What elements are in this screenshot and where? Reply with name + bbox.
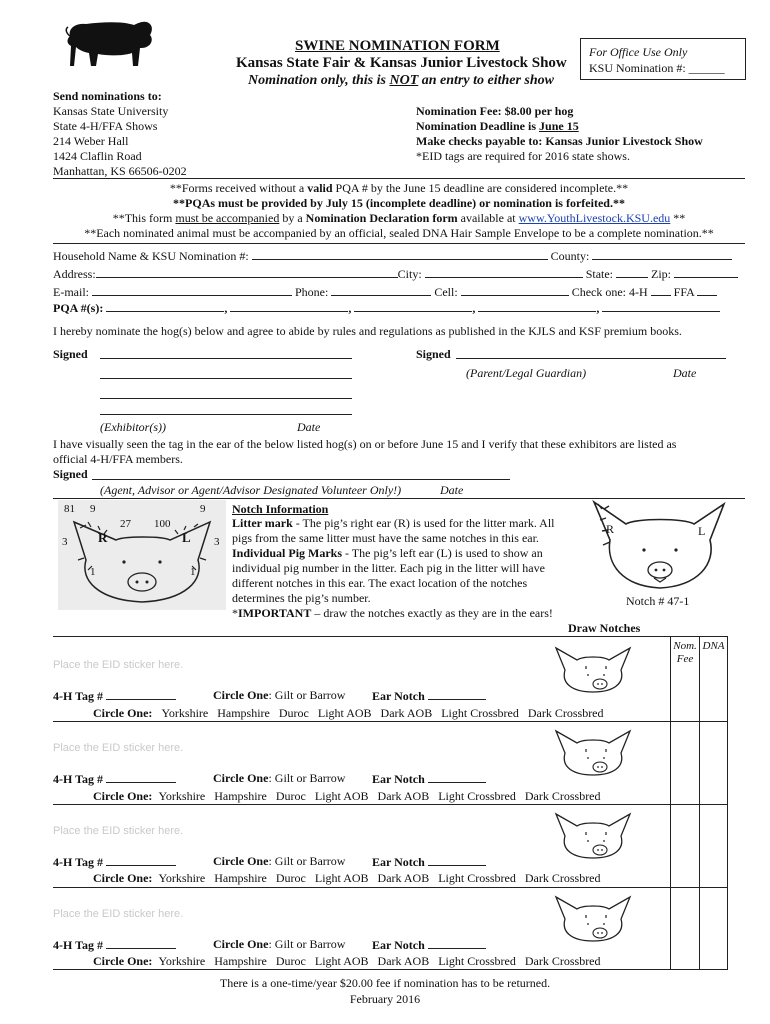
notice-dna: **Each nominated animal must be accompanied by an official, sealed DNA Hair Sample Envelope to be a complete nomination.** xyxy=(84,226,714,240)
notch-number: 27 xyxy=(120,518,131,530)
example-left-ear-label: L xyxy=(698,524,706,538)
office-use-title: For Office Use Only xyxy=(589,45,688,59)
dna-header: DNA xyxy=(702,640,725,652)
verify-text-2: official 4-H/FFA members. xyxy=(53,452,183,466)
table-column-divider xyxy=(699,636,700,970)
nomination-only-note: Nomination only, this is NOT an entry to either show xyxy=(248,73,554,88)
table-top-border xyxy=(53,636,727,637)
nomination-deadline: Nomination Deadline is June 15 xyxy=(416,119,579,133)
county-field[interactable] xyxy=(592,248,732,260)
table-row-border xyxy=(53,887,727,888)
agreement-text: I hereby nominate the hog(s) below and agree to abide by rules and regulations as published in the KJLS and KSF premium books. xyxy=(53,324,682,338)
form-title: SWINE NOMINATION FORM xyxy=(295,38,500,54)
notch-number: 3 xyxy=(214,536,220,548)
notice-pqa-deadline: **PQAs must be provided by July 15 (incomplete deadline) or nomination is forfeited.** xyxy=(173,196,625,210)
check-4h-field[interactable] xyxy=(651,284,671,296)
youth-livestock-link[interactable]: www.YouthLivestock.KSU.edu xyxy=(518,211,671,225)
pqa-field[interactable] xyxy=(230,300,348,312)
notch-number: 3 xyxy=(62,536,68,548)
exhibitor-signature-line[interactable] xyxy=(100,368,352,379)
send-line: State 4-H/FFA Shows xyxy=(53,119,158,133)
send-line: Manhattan, KS 66506-0202 xyxy=(53,164,187,178)
pqa-field[interactable] xyxy=(106,300,224,312)
divider xyxy=(53,243,745,244)
sex-choice[interactable]: Circle One: Gilt or Barrow xyxy=(213,854,346,868)
tag-number-field[interactable] xyxy=(106,688,176,700)
pig-face-notch-diagram xyxy=(58,500,226,610)
breed-choice[interactable]: Circle One: Yorkshire Hampshire Duroc Light AOB Dark AOB Light Crossbred Dark Crossbred xyxy=(93,706,604,720)
notch-drawing-pig-icon[interactable] xyxy=(553,810,633,860)
phone-field[interactable] xyxy=(331,284,431,296)
individual-marks-text-2: individual pig number in the litter. Each pig in the litter will have xyxy=(232,561,545,575)
draw-notches-header: Draw Notches xyxy=(568,621,641,635)
table-column-divider xyxy=(727,636,728,970)
notch-number: 9 xyxy=(90,503,96,515)
divider xyxy=(53,178,745,179)
check-ffa-field[interactable] xyxy=(697,284,717,296)
example-right-ear-label: R xyxy=(606,522,615,536)
checks-payable: Make checks payable to: Kansas Junior Livestock Show xyxy=(416,134,703,148)
send-line: 1424 Claflin Road xyxy=(53,149,142,163)
notch-info-heading: Notch Information xyxy=(232,502,329,516)
sex-choice[interactable]: Circle One: Gilt or Barrow xyxy=(213,771,346,785)
state-field[interactable] xyxy=(616,266,648,278)
right-ear-label: R xyxy=(98,530,108,545)
guardian-signature-line[interactable] xyxy=(456,348,726,359)
hog-entry-line: 4-H Tag # xyxy=(53,854,176,870)
example-notch-caption: Notch # 47-1 xyxy=(626,594,690,608)
table-bottom-border xyxy=(53,969,727,970)
signed-label: Signed xyxy=(416,347,451,361)
notch-number: 1 xyxy=(190,566,196,578)
table-column-divider xyxy=(670,636,671,970)
individual-marks-text-3: different notches in this ear. The exact location of the notches xyxy=(232,576,528,590)
breed-choice[interactable]: Circle One: Yorkshire Hampshire Duroc Light AOB Dark AOB Light Crossbred Dark Crossbred xyxy=(93,871,601,885)
form-subtitle: Kansas State Fair & Kansas Junior Livestock Show xyxy=(236,55,567,71)
pqa-field[interactable] xyxy=(354,300,472,312)
send-heading: Send nominations to: xyxy=(53,89,162,103)
breed-choice[interactable]: Circle One: Yorkshire Hampshire Duroc Light AOB Dark AOB Light Crossbred Dark Crossbred xyxy=(93,789,601,803)
eid-sticker-area[interactable]: Place the EID sticker here. xyxy=(53,908,184,920)
exhibitor-signature-line[interactable] xyxy=(100,348,352,359)
important-text: *IMPORTANT – draw the notches exactly as they are in the ears! xyxy=(232,606,553,620)
send-line: Kansas State University xyxy=(53,104,169,118)
notch-number: 9 xyxy=(200,503,206,515)
pig-logo xyxy=(62,16,158,72)
form-date: February 2016 xyxy=(349,992,421,1006)
email-field[interactable] xyxy=(92,284,292,296)
table-row-border xyxy=(53,804,727,805)
sex-choice[interactable]: Circle One: Gilt or Barrow xyxy=(213,937,346,951)
notch-number: 81 xyxy=(64,503,75,515)
ksu-nomination-number: KSU Nomination #: ______ xyxy=(589,61,725,75)
exhibitor-signature-line[interactable] xyxy=(100,404,352,415)
ear-notch-entry: Ear Notch xyxy=(372,688,486,704)
sex-choice[interactable]: Circle One: Gilt or Barrow xyxy=(213,688,346,702)
pqa-field[interactable] xyxy=(602,300,720,312)
contact-row: E-mail: Phone: Cell: Check one: 4-H FFA xyxy=(53,284,717,300)
ear-notch-field[interactable] xyxy=(428,937,486,949)
litter-mark-text-2: pigs from the same litter must have the same notches in this ear. xyxy=(232,531,539,545)
office-use-box xyxy=(580,38,746,80)
tag-number-field[interactable] xyxy=(106,854,176,866)
agent-date-caption: Date xyxy=(440,483,464,497)
agent-signature-line[interactable] xyxy=(92,469,510,480)
city-field[interactable] xyxy=(425,266,583,278)
eid-sticker-area[interactable]: Place the EID sticker here. xyxy=(53,825,184,837)
exhibitor-date-caption: Date xyxy=(297,420,321,434)
signed-label: Signed xyxy=(53,467,88,481)
exhibitors-caption: (Exhibitor(s)) xyxy=(100,420,166,434)
signed-label: Signed xyxy=(53,347,88,361)
litter-mark-text: Litter mark - The pig’s right ear (R) is used for the litter mark. All xyxy=(232,516,555,530)
ear-notch-entry: Ear Notch xyxy=(372,854,486,870)
breed-choice[interactable]: Circle One: Yorkshire Hampshire Duroc Light AOB Dark AOB Light Crossbred Dark Crossbred xyxy=(93,954,601,968)
notch-diagram xyxy=(58,500,226,610)
ear-notch-field[interactable] xyxy=(428,771,486,783)
notch-drawing-pig-icon[interactable] xyxy=(553,893,633,943)
ear-notch-entry: Ear Notch xyxy=(372,937,486,953)
ear-notch-field[interactable] xyxy=(428,854,486,866)
hog-entry-line: 4-H Tag # xyxy=(53,688,176,704)
notch-number: 100 xyxy=(154,518,171,530)
eid-sticker-area[interactable]: Place the EID sticker here. xyxy=(53,742,184,754)
hog-entry-line: 4-H Tag # xyxy=(53,937,176,953)
notch-number: 1 xyxy=(90,566,96,578)
guardian-date-caption: Date xyxy=(673,366,697,380)
pqa-row: PQA #(s): , , , , xyxy=(53,300,720,316)
agent-caption: (Agent, Advisor or Agent/Advisor Designated Volunteer Only!) xyxy=(100,483,402,497)
household-name-field[interactable] xyxy=(252,248,548,260)
verify-text: I have visually seen the tag in the ear of the below listed hog(s) on or before June 15 and I verify that these exhibitors are listed as xyxy=(53,437,677,451)
individual-marks-text-4: determines the pig’s number. xyxy=(232,591,371,605)
exhibitor-signature-line[interactable] xyxy=(100,388,352,399)
hog-entry-line: 4-H Tag # xyxy=(53,771,176,787)
tag-number-field[interactable] xyxy=(106,937,176,949)
cell-field[interactable] xyxy=(461,284,569,296)
household-row: Household Name & KSU Nomination #: County: xyxy=(53,248,732,264)
return-fee-note: There is a one-time/year $20.00 fee if nomination has to be returned. xyxy=(219,976,551,990)
address-row: Address: City: State: Zip: xyxy=(53,266,738,282)
ear-notch-field[interactable] xyxy=(428,688,486,700)
eid-requirement: *EID tags are required for 2016 state shows. xyxy=(416,149,630,163)
notch-drawing-pig-icon[interactable] xyxy=(553,644,633,694)
example-pig-notch-diagram xyxy=(590,496,730,596)
individual-marks-text: Individual Pig Marks - The pig’s left ear (L) is used to show an xyxy=(232,546,543,560)
left-ear-label: L xyxy=(182,530,191,545)
notice-declaration: **This form must be accompanied by a Nomination Declaration form available at www.YouthLivestock.KSU.edu ** xyxy=(112,211,686,225)
ear-notch-entry: Ear Notch xyxy=(372,771,486,787)
tag-number-field[interactable] xyxy=(106,771,176,783)
send-line: 214 Weber Hall xyxy=(53,134,129,148)
pqa-field[interactable] xyxy=(478,300,596,312)
notice-pqa-valid: **Forms received without a valid PQA # by the June 15 deadline are considered incomplete.** xyxy=(169,181,629,195)
notch-drawing-pig-icon[interactable] xyxy=(553,727,633,777)
zip-field[interactable] xyxy=(674,266,738,278)
nomination-fee: Nomination Fee: $8.00 per hog xyxy=(416,104,574,118)
address-field[interactable] xyxy=(96,266,398,278)
eid-sticker-area[interactable]: Place the EID sticker here. xyxy=(53,659,184,671)
nom-fee-header: Nom. Fee xyxy=(673,640,697,665)
table-row-border xyxy=(53,721,727,722)
guardian-caption: (Parent/Legal Guardian) xyxy=(466,366,587,380)
